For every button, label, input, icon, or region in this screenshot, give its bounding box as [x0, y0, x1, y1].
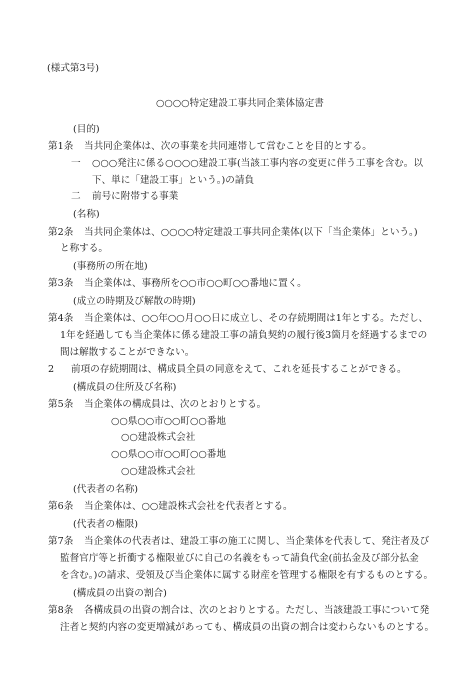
article-4-heading: (成立の時期及び解散の時期) — [73, 296, 196, 307]
article-1-item-2-number: 二 — [71, 191, 81, 202]
article-1-heading: (目的) — [73, 124, 100, 135]
article-7-number: 第7条 — [48, 536, 74, 547]
article-4-text: 当企業体は、○○年○○月○○日に成立し、その存続期間は1年とする。ただし、 — [84, 313, 429, 324]
article-3-heading: (事務所の所在地) — [73, 261, 148, 272]
article-1-item-1-text-cont: 下、単に「建設工事」という。)の請負 — [92, 175, 255, 186]
article-1-number: 第1条 — [48, 141, 74, 152]
document-title: ○○○○特定建設工事共同企業体協定書 — [156, 98, 324, 109]
member-1-address: ○○県○○市○○町○○番地 — [111, 416, 226, 427]
article-6-heading: (代表者の名称) — [73, 484, 139, 495]
member-2-name: ○○建設株式会社 — [121, 466, 196, 477]
article-7-text-cont-2: を含む。)の請求、受領及び当企業体に属する財産を管理する権限を有するものとする。 — [60, 570, 434, 581]
article-5-heading: (構成員の住所及び名称) — [73, 382, 177, 393]
article-7-heading: (代表者の権限) — [73, 519, 139, 530]
member-1-name: ○○建設株式会社 — [121, 432, 196, 443]
article-4-number: 第4条 — [48, 313, 74, 324]
form-label: (様式第3号) — [47, 63, 99, 74]
member-2-address: ○○県○○市○○町○○番地 — [111, 449, 226, 460]
article-7-text: 当企業体の代表者は、建設工事の施工に関し、当企業体を代表して、発注者及び — [84, 536, 430, 547]
article-1-item-2-text: 前号に附帯する事業 — [92, 191, 179, 202]
article-1-text: 当共同企業体は、次の事業を共同連帯して営むことを目的とする。 — [84, 141, 372, 152]
article-4-text-cont-2: 間は解散することができない。 — [60, 347, 195, 358]
article-2-text: 当共同企業体は、○○○○特定建設工事共同企業体(以下「当企業体」という。) — [84, 227, 418, 238]
article-2-heading: (名称) — [73, 209, 100, 220]
article-8-text: 各構成員の出資の割合は、次のとおりとする。ただし、当該建設工事について発 — [84, 605, 430, 616]
article-3-text: 当企業体は、事務所を○○市○○町○○番地に置く。 — [84, 278, 307, 289]
article-2-number: 第2条 — [48, 227, 74, 238]
article-2-text-cont: と称する。 — [60, 243, 108, 254]
article-6-number: 第6条 — [48, 501, 74, 512]
article-8-text-cont: 注者と契約内容の変更増減があっても、構成員の出資の割合は変わらないものとする。 — [60, 622, 435, 633]
article-4-text-cont-1: 1年を経過しても当企業体に係る建設工事の請負契約の履行後3箇月を経過するまでの — [60, 330, 428, 341]
article-1-item-1-number: 一 — [71, 158, 81, 169]
article-1-item-1-text: ○○○発注に係る○○○○建設工事(当該工事内容の変更に伴う工事を含む。以 — [92, 158, 423, 169]
article-4-paragraph-2-number: 2 — [48, 364, 55, 375]
article-8-number: 第8条 — [48, 605, 74, 616]
article-3-number: 第3条 — [48, 278, 74, 289]
article-8-heading: (構成員の出資の割合) — [73, 588, 167, 599]
article-4-paragraph-2-text: 前項の存続期間は、構成員全員の同意をえて、これを延長することができる。 — [71, 364, 407, 375]
article-7-text-cont-1: 監督官庁等と折衝する権限並びに自己の名義をもって請負代金(前払金及び部分払金 — [60, 553, 419, 564]
article-6-text: 当企業体は、○○建設株式会社を代表者とする。 — [84, 501, 293, 512]
article-5-number: 第5条 — [48, 399, 74, 410]
article-5-text: 当企業体の構成員は、次のとおりとする。 — [84, 399, 267, 410]
